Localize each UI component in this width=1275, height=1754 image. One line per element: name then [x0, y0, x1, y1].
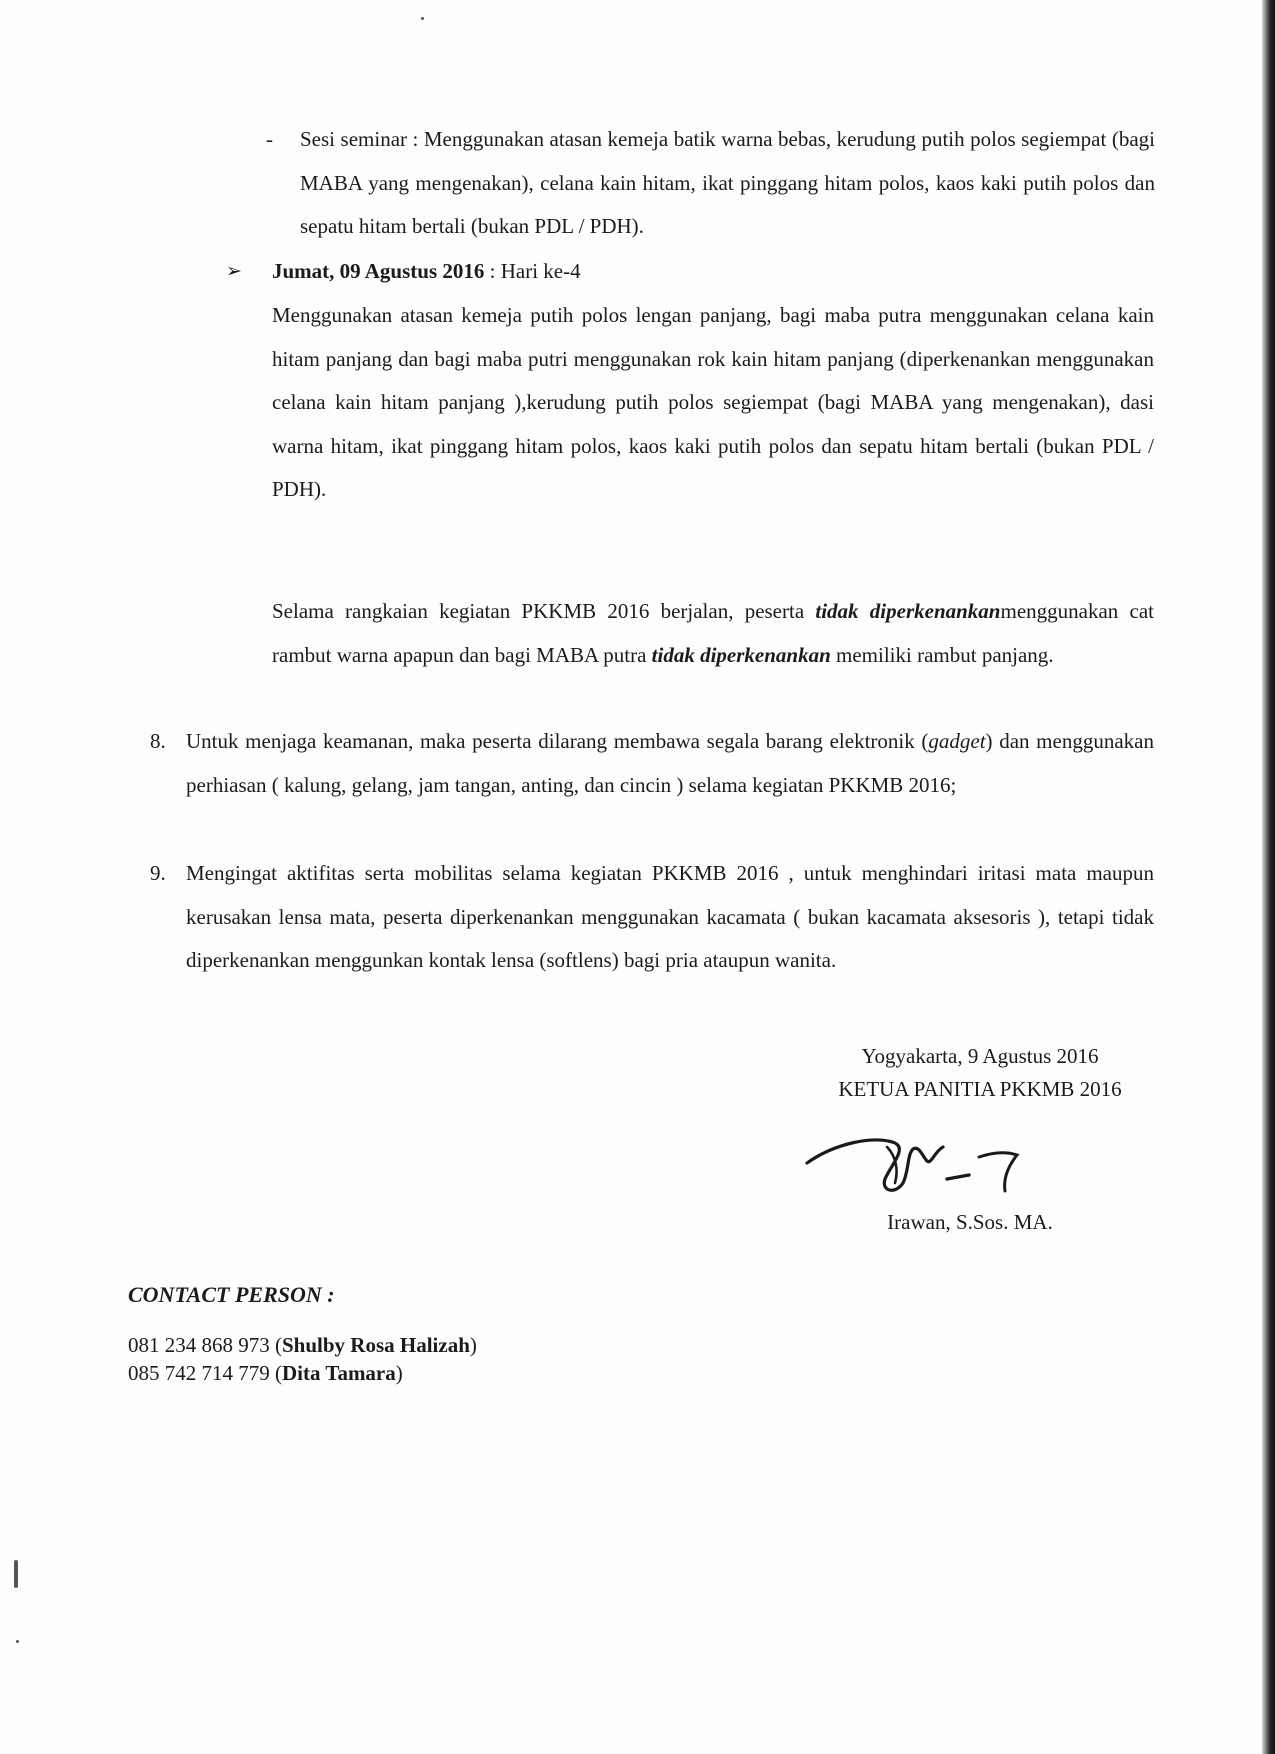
hair-rule-part1: Selama rangkaian kegiatan PKKMB 2016 berjalan, peserta — [272, 599, 816, 623]
contact-phone-1: 081 234 868 973 ( — [128, 1333, 282, 1357]
arrow-bullet-icon: ➢ — [226, 261, 242, 282]
friday-dress-code: Menggunakan atasan kemeja putih polos lengan panjang, bagi maba putra menggunakan celana kain hitam panjang dan bagi maba putri menggunakan rok kain hitam panjang (diperkenankan menggunakan celana kain hitam panjang ),kerudung putih polos segiempat (bagi MABA yang mengenakan), dasi warna hitam, ikat pinggang hitam polos, kaos kaki putih polos dan sepatu hitam bertali (bukan PDL / PDH). — [272, 303, 1154, 501]
dash-bullet-marker: - — [266, 127, 273, 151]
contact-line-1 — [128, 1333, 477, 1358]
item-8-part1: Untuk menjaga keamanan, maka peserta dilarang membawa segala barang elektronik ( — [186, 729, 929, 753]
hair-rule-emphasis-1: tidak diperkenankan — [815, 599, 1001, 623]
seminar-session-text: Sesi seminar : Menggunakan atasan kemeja batik warna bebas, kerudung putih polos segiempat (bagi MABA yang mengenakan), celana kain hitam, ikat pinggang hitam polos, kaos kaki putih polos dan sepatu hitam bertali (bukan PDL / PDH). — [300, 127, 1155, 238]
hair-rule-paragraph — [272, 590, 1154, 677]
scan-speck — [421, 17, 424, 20]
scan-speck — [16, 1640, 19, 1643]
signer-name: Irawan, S.Sos. MA. — [887, 1210, 1053, 1234]
contact-name-1: Shulby Rosa Halizah — [282, 1333, 470, 1357]
item-9-number: 9. — [150, 861, 166, 885]
hair-rule-emphasis-2: tidak diperkenankan — [651, 642, 831, 667]
friday-heading — [272, 250, 1152, 294]
scan-edge — [1262, 0, 1275, 1754]
item-9-text: Mengingat aktifitas serta mobilitas selama kegiatan PKKMB 2016 , untuk menghindari iritasi mata maupun kerusakan lensa mata, peserta diperkenankan menggunakan kacamata ( bukan kacamata aksesoris ), tetapi tidak diperkenankan menggunkan kontak lensa (softlens) bagi pria ataupun wanita. — [186, 861, 1154, 972]
handwritten-signature — [795, 1125, 1035, 1205]
item-8-emphasis: gadget — [928, 729, 986, 753]
hair-rule-part2: menggunakan cat rambut warna apapun dan bagi MABA putra — [272, 599, 1154, 667]
signer-position: KETUA PANITIA PKKMB 2016 — [838, 1077, 1122, 1101]
signature-block — [790, 1040, 1170, 1106]
item-8-part2: ) dan menggunakan perhiasan ( kalung, gelang, jam tangan, anting, dan cincin ) selama kegiatan PKKMB 2016; — [186, 729, 1154, 797]
contact-close-2: ) — [395, 1361, 403, 1385]
contact-heading: CONTACT PERSON : — [128, 1282, 335, 1307]
contact-close-1: ) — [469, 1333, 477, 1357]
friday-date: Jumat, 09 Agustus 2016 — [272, 259, 485, 283]
item-8-text — [186, 720, 1154, 807]
contact-line-2 — [128, 1361, 403, 1386]
scan-mark — [14, 1560, 18, 1588]
place-date: Yogyakarta, 9 Agustus 2016 — [861, 1044, 1099, 1068]
hair-rule-part3: memiliki rambut panjang. — [830, 642, 1054, 667]
item-8-number: 8. — [150, 729, 166, 753]
friday-day: : Hari ke-4 — [484, 259, 581, 283]
contact-phone-2: 085 742 714 779 ( — [128, 1361, 282, 1385]
contact-name-2: Dita Tamara — [282, 1361, 396, 1385]
